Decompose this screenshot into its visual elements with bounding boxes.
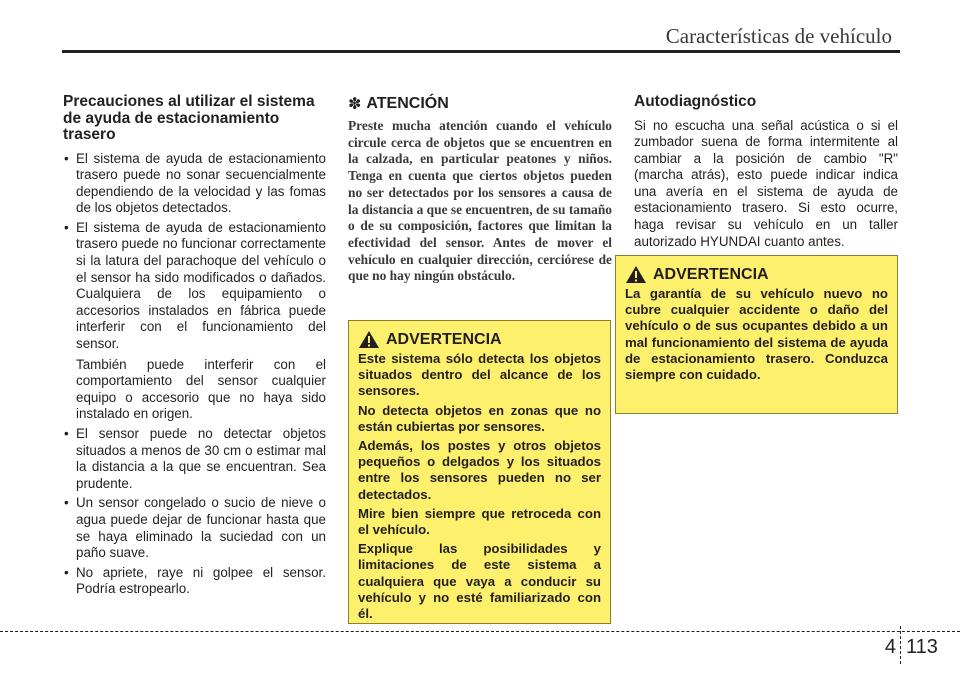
atencion-title: ATENCIÓN xyxy=(366,95,449,112)
warning-paragraph: Este sistema sólo detecta los objetos situados dentro del alcance de los sensores. xyxy=(358,351,601,399)
list-item xyxy=(63,151,326,217)
bullet-icon: • xyxy=(64,426,69,441)
warning-paragraph: Mire bien siempre que retroceda con el vehículo. xyxy=(358,505,601,538)
warning-title: ADVERTENCIA xyxy=(386,330,502,348)
bullet-text: No apriete, raye ni golpee el sensor. Podría estropearlo. xyxy=(76,564,326,597)
warning-triangle-icon xyxy=(358,330,380,349)
footer-divider xyxy=(900,626,901,664)
section-heading-precauciones: Precauciones al utilizar el sistema de ayuda de estacionamiento trasero xyxy=(63,93,315,143)
precautions-list xyxy=(63,151,326,598)
column-left xyxy=(63,94,326,601)
bullet-text: También puede interferir con el comportamiento del sensor cualquier equipo o accesorio que no haya sido instalado en origen. xyxy=(76,356,326,422)
column-right xyxy=(634,94,898,250)
warning-paragraph: Además, los postes y otros objetos pequeños o delgados y los situados entre los sensores pueden no ser detectados. xyxy=(358,438,601,502)
list-item xyxy=(63,426,326,492)
atencion-text: Preste mucha atención cuando el vehículo circule cerca de objetos que se encuentren en la calzada, en particular peatones y niños. Tenga en cuenta que ciertos objetos pueden no ser detectados por los sensores a causa de la distancia a que se encuentren, de su tamaño o de su composición, factores que limitan la efectividad del sensor. Antes de mover el vehículo en cualquier dirección, cerciórese de que no hay ningún obstáculo. xyxy=(348,118,612,284)
bullet-icon: • xyxy=(64,495,69,511)
bullet-text: El sistema de ayuda de estacionamiento trasero puede no funcionar correctamente si la latura del parachoque del vehículo o el sensor ha sido modificados o dañados. Cualquiera de los equipamiento o accesorios instalados en fábrica puede interferir con el funcionamiento del sensor. xyxy=(76,219,326,352)
bullet-text: Un sensor congelado o sucio de nieve o agua puede dejar de funcionar hasta que se haya eliminado la suciedad con un paño suave. xyxy=(76,495,326,561)
list-item xyxy=(63,220,326,423)
asterisk-icon: ✽ xyxy=(348,96,362,113)
bullet-icon: • xyxy=(64,219,69,235)
list-item xyxy=(63,495,326,561)
warning-paragraph: Explique las posibilidades y limitaciones de este sistema a cualquiera que vaya a conducir su vehículo y no esté familiarizado con él. xyxy=(358,541,601,622)
bullet-icon: • xyxy=(64,564,69,580)
warning-heading xyxy=(625,265,888,284)
warning-triangle-icon xyxy=(625,265,647,284)
footer-rule xyxy=(0,631,960,632)
warning-title: ADVERTENCIA xyxy=(653,265,769,283)
warning-heading xyxy=(358,330,601,349)
bullet-text: El sensor puede no detectar objetos situados a menos de 30 cm o estimar mal la distancia a la que se encuentran. Sea prudente. xyxy=(76,426,326,491)
warning-paragraph: No detecta objetos en zonas que no están cubiertas por sensores. xyxy=(358,402,601,434)
list-item xyxy=(63,565,326,598)
bullet-text: El sistema de ayuda de estacionamiento trasero puede no sonar secuencialmente dependiendo de la velocidad y las fomas de los objetos detectados. xyxy=(76,150,326,216)
bullet-icon: • xyxy=(64,150,69,166)
atencion-heading xyxy=(348,94,612,114)
running-header: Características de vehículo xyxy=(665,24,892,48)
section-heading-autodiagnostico: Autodiagnóstico xyxy=(634,93,757,110)
warning-paragraph: La garantía de su vehículo nuevo no cubre cualquier accidente o daño del vehículo o de sus ocupantes debido a un mal funcionamiento del sistema de ayuda de estacionamiento trasero. Conduzca siempre con cuidado. xyxy=(625,286,888,383)
chapter-number: 4 xyxy=(884,636,896,658)
warning-box-warranty xyxy=(615,255,898,414)
autodiagnostico-text: Si no escucha una señal acústica o si el zumbador suena de forma intermitente al cambiar a la posición de cambio "R" (marcha atrás), esto puede indicar indica una avería en el sistema de ayuda de estacionamiento trasero. Si esto ocurre, haga revisar su vehículo en un taller autorizado HYUNDAI cuanto antes. xyxy=(634,117,898,249)
header-rule xyxy=(62,50,900,53)
column-middle xyxy=(348,94,612,285)
page-number: 113 xyxy=(906,636,938,658)
warning-box-sensors xyxy=(348,320,611,624)
